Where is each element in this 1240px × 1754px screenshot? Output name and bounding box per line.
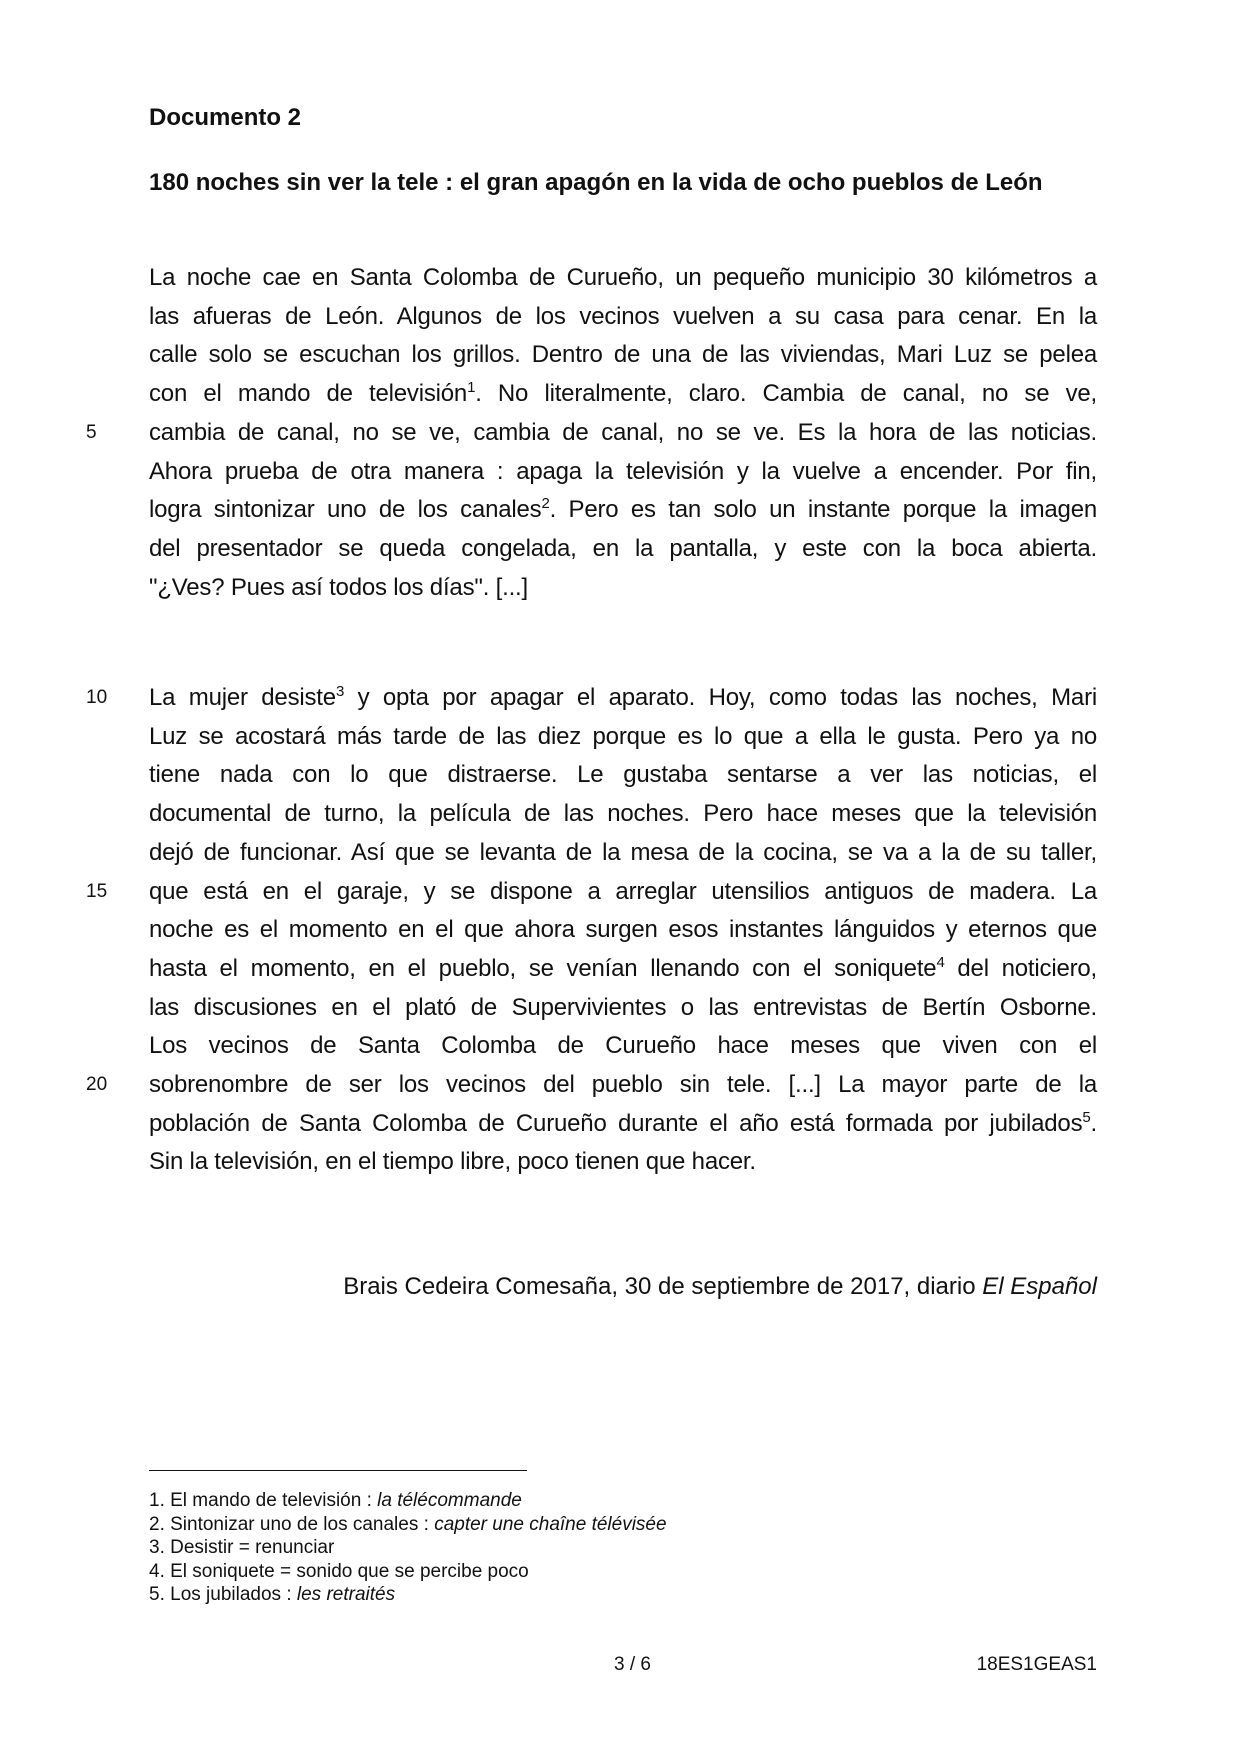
footnote-item: 3. Desistir = renunciar	[149, 1537, 335, 1558]
text-line: calle solo se escuchan los grillos. Dentro de una de las viviendas, Mari Luz se pelea	[149, 341, 1097, 369]
footnote-ref: 2	[541, 495, 550, 513]
footnote-item: 5. Los jubilados : les retraités	[149, 1584, 396, 1605]
line-number: 5	[86, 421, 97, 443]
text-line: Ahora prueba de otra manera : apaga la televisión y la vuelve a encender. Por fin,	[149, 457, 1097, 485]
footnote-item: 1. El mando de televisión : la télécommande	[149, 1490, 522, 1511]
text-line: La noche cae en Santa Colomba de Curueño, un pequeño municipio 30 kilómetros a	[149, 264, 1097, 291]
footnote-ref: 1	[467, 379, 476, 397]
text-line: que está en el garaje, y se dispone a arreglar utensilios antiguos de madera. La	[149, 877, 1097, 905]
text-line: tiene nada con lo que distraerse. Le gustaba sentarse a ver las noticias, el	[149, 761, 1097, 789]
text-line: La mujer desiste$^3$ y opta por apagar el aparato. Hoy, como todas las noches, Mari	[149, 683, 1097, 711]
footnote-item: 2. Sintonizar uno de los canales : capter une chaîne télévisée	[149, 1513, 667, 1535]
article-signature	[343, 1272, 1097, 1302]
line-number: 20	[86, 1074, 108, 1095]
text-line: Los vecinos de Santa Colomba de Curueño hace meses que viven con el	[149, 1032, 1097, 1060]
footnote-divider	[149, 1470, 527, 1471]
article-title: 180 noches sin ver la tele : el gran apagón en la vida de ocho pueblos de León	[149, 169, 1043, 196]
footnote-ref: 3	[335, 683, 345, 700]
text-line: documental de turno, la película de las noches. Pero hace meses que la televisión	[149, 800, 1097, 828]
text-line: noche es el momento en el que ahora surgen esos instantes lánguidos y eternos que	[149, 916, 1097, 944]
page-number: 3 / 6	[614, 1654, 651, 1675]
text-line: las discusiones en el plató de Supervivientes o las entrevistas de Bertín Osborne.	[149, 993, 1097, 1021]
text-line: hasta el momento, en el pueblo, se venían llenando con el soniquete$^4$ del noticiero,	[149, 953, 1098, 982]
footnote-item: 4. El soniquete = sonido que se percibe poco	[149, 1560, 529, 1582]
text-line: sobrenombre de ser los vecinos del pueblo sin tele. [...] La mayor parte de la	[149, 1071, 1097, 1098]
text-line: del presentador se queda congelada, en la pantalla, y este con la boca abierta.	[149, 534, 1097, 562]
footnote-ref: 5	[1082, 1108, 1091, 1126]
text-line: con el mando de televisión$^1$. No literalmente, claro. Cambia de canal, no se ve,	[149, 379, 1097, 408]
text-line: Luz se acostará más tarde de las diez porque es lo que a ella le gusta. Pero ya no	[149, 722, 1097, 750]
document-code: 18ES1GEAS1	[976, 1654, 1097, 1675]
line-number: 15	[86, 880, 108, 902]
text-line: logra sintonizar uno de los canales$^2$. Pero es tan solo un instante porque la imagen	[149, 495, 1097, 524]
line-number: 10	[86, 687, 108, 708]
text-line: cambia de canal, no se ve, cambia de canal, no se ve. Es la hora de las noticias.	[149, 418, 1097, 446]
signature-newspaper: El Español	[982, 1273, 1097, 1300]
footnote-ref: 4	[936, 953, 945, 971]
text-line: población de Santa Colomba de Curueño durante el año está formada por jubilados$^5$.	[149, 1108, 1097, 1137]
text-line: "¿Ves? Pues así todos los días". [...]	[149, 573, 528, 601]
signature-author-date: Brais Cedeira Comesaña, 30 de septiembre de 2017, diario	[343, 1273, 983, 1300]
text-line: las afueras de León. Algunos de los vecinos vuelven a su casa para cenar. En la	[149, 302, 1097, 330]
text-line: dejó de funcionar. Así que se levanta de la mesa de la cocina, se va a la de su taller,	[149, 838, 1097, 866]
text-line: Sin la televisión, en el tiempo libre, poco tienen que hacer.	[149, 1148, 756, 1176]
document-label: Documento 2	[149, 104, 302, 131]
